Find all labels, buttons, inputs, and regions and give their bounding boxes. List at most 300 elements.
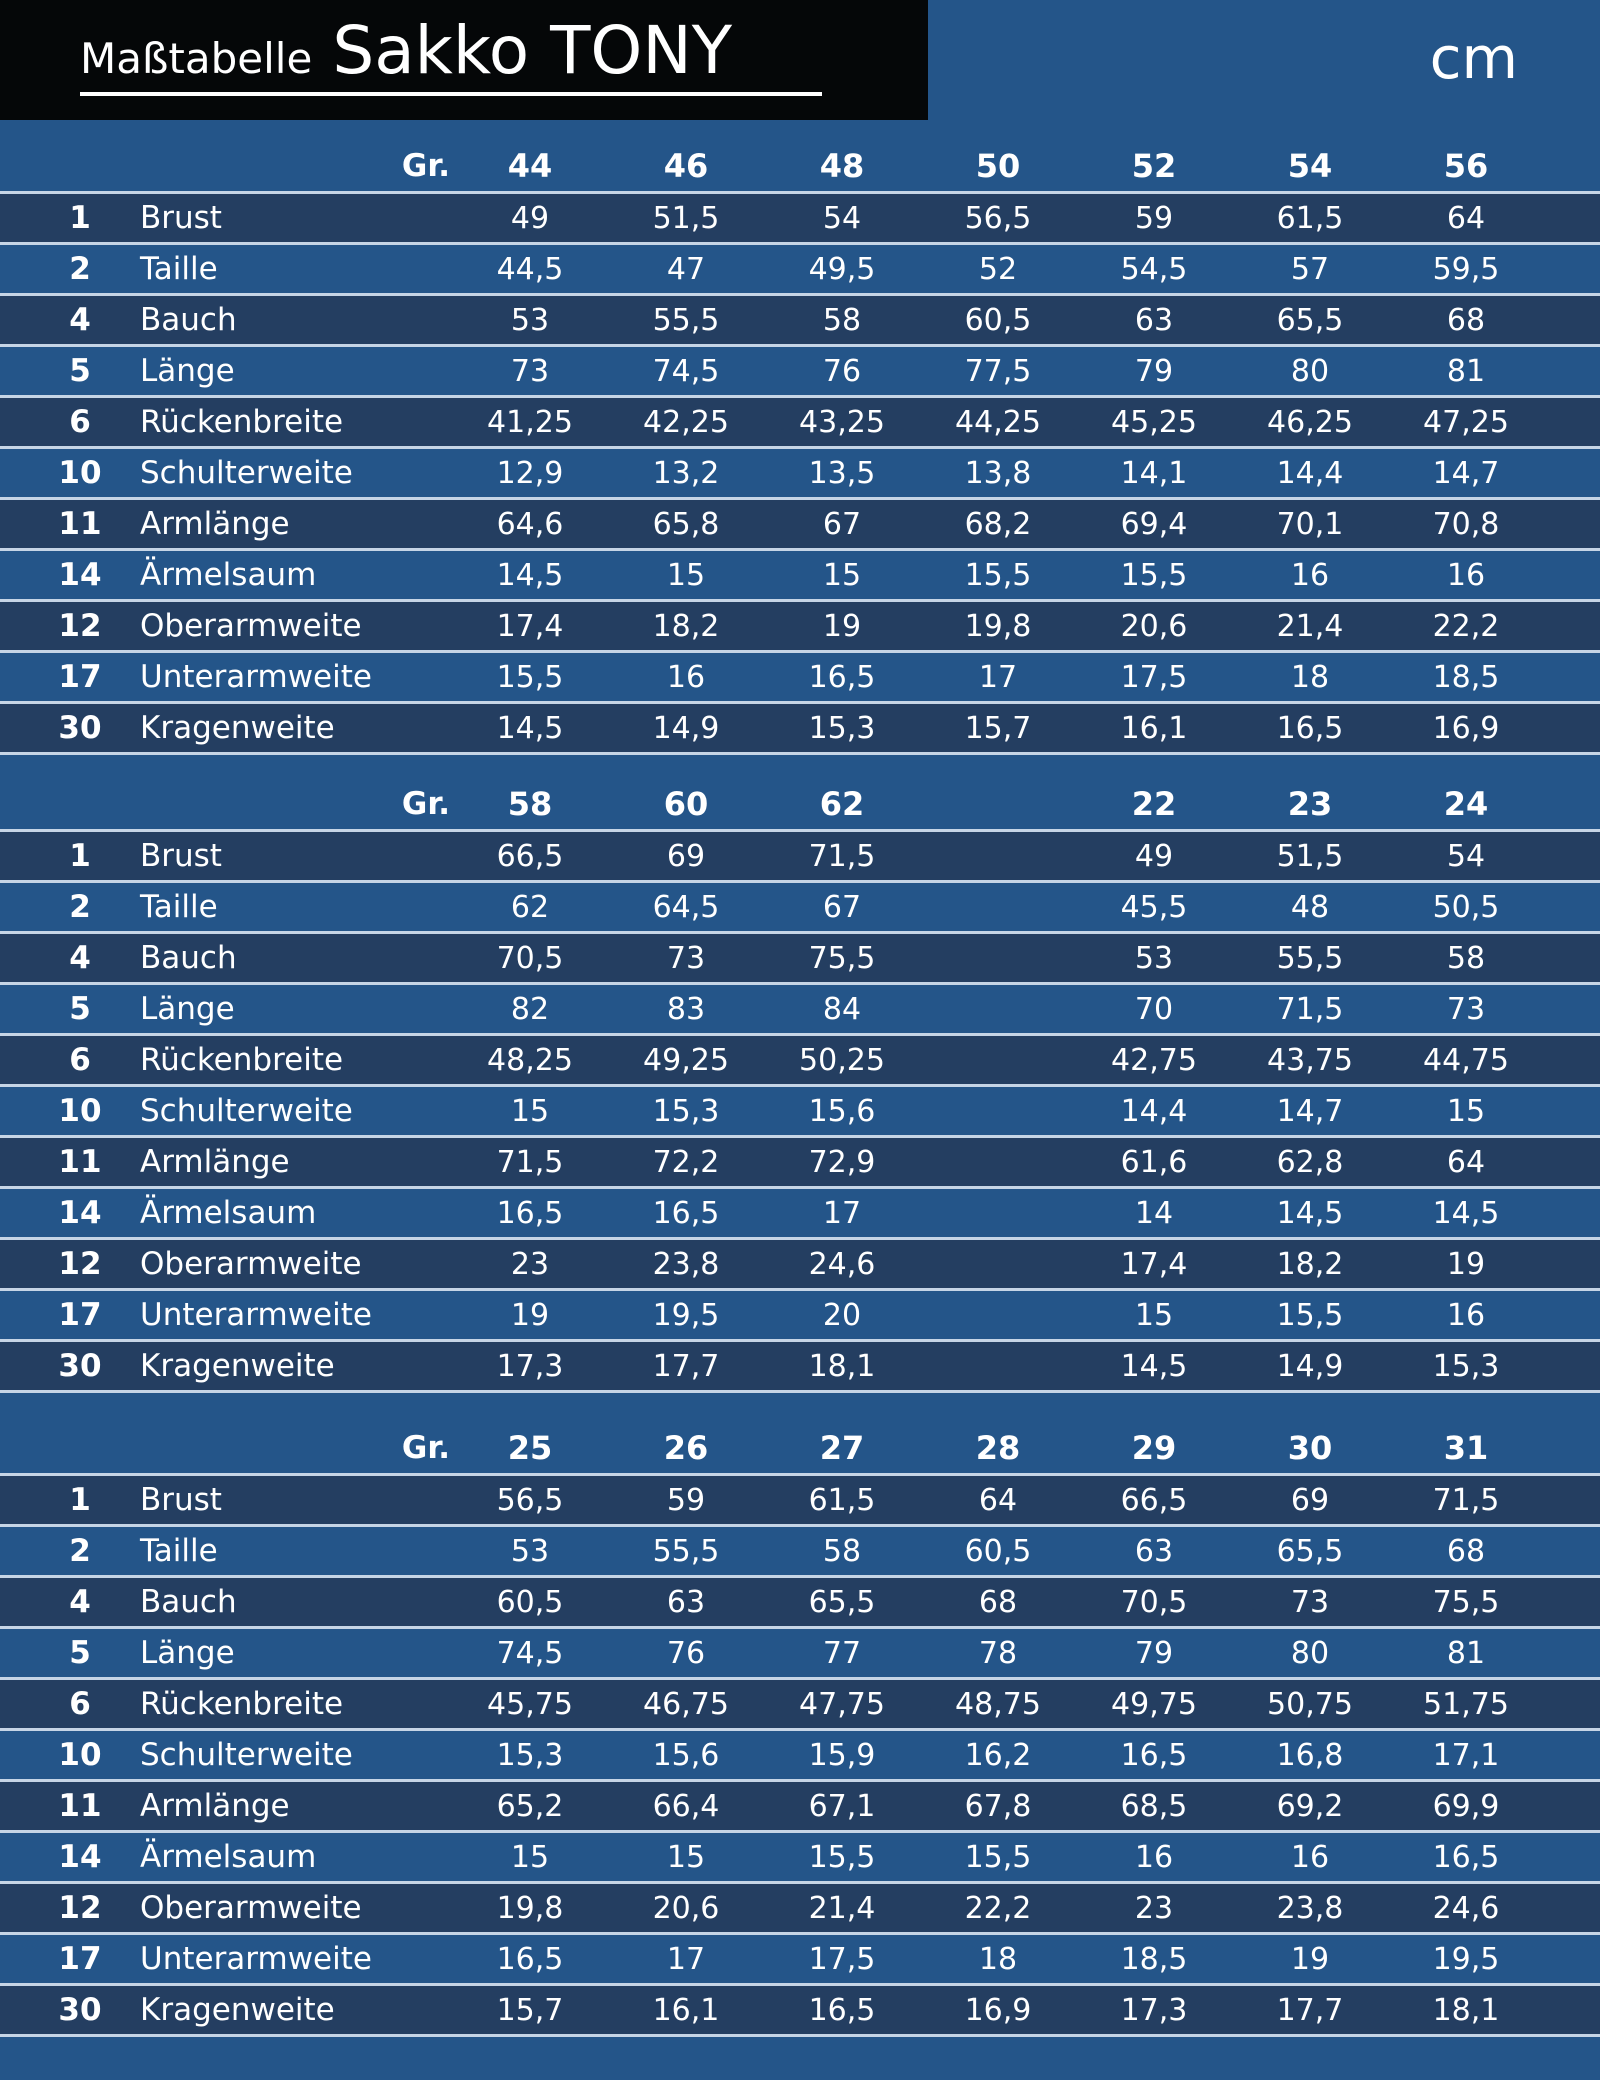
measurement-label: Brust [140,200,222,236]
measurement-number: 1 [69,1482,91,1518]
measurement-number: 4 [69,302,91,338]
measurement-label: Oberarmweite [140,1890,362,1926]
measurement-value: 16 [1290,557,1330,593]
measurement-value: 74,5 [496,1635,564,1671]
measurement-value: 14,9 [1276,1348,1344,1384]
measurement-value: 16 [1134,1839,1174,1875]
measurement-label: Armlänge [140,1788,290,1824]
measurement-value: 65,5 [808,1584,876,1620]
measurement-label: Bauch [140,302,237,338]
measurement-row [0,602,1600,653]
measurement-value: 68,2 [964,506,1032,542]
measurement-value: 71,5 [1432,1482,1500,1518]
measurement-value [920,832,1076,880]
measurement-label: Oberarmweite [140,1246,362,1282]
measurement-value: 46,75 [643,1686,729,1722]
measurement-value: 53 [510,1533,550,1569]
measurement-value: 60,5 [964,1533,1032,1569]
measurement-value: 66,5 [496,838,564,874]
measurement-value [920,1342,1076,1390]
measurement-number: 10 [58,455,102,491]
measurement-number: 11 [58,1788,102,1824]
measurement-row [0,1138,1600,1189]
measurement-value: 62,8 [1276,1144,1344,1180]
measurement-value: 15,6 [808,1093,876,1129]
measurement-value: 74,5 [652,353,720,389]
measurement-value: 14,5 [496,557,564,593]
measurement-label: Schulterweite [140,455,353,491]
measurement-value: 81 [1446,1635,1486,1671]
measurement-value: 12,9 [496,455,564,491]
measurement-value: 58 [1446,940,1486,976]
measurement-value: 17,7 [1276,1992,1344,2028]
measurement-value: 84 [822,991,862,1027]
measurement-value: 16,5 [652,1195,720,1231]
measurement-value: 52 [978,251,1018,287]
measurement-value: 15,5 [964,557,1032,593]
measurement-value [920,1138,1076,1186]
measurement-label: Kragenweite [140,1348,335,1384]
measurement-value: 64 [1446,1144,1486,1180]
measurement-value: 53 [1134,940,1174,976]
measurement-value: 23,8 [652,1246,720,1282]
size-header-cell: 46 [663,146,709,185]
measurement-row [0,347,1600,398]
measurement-value: 24,6 [1432,1890,1500,1926]
measurement-value: 58 [822,302,862,338]
measurement-value: 50,5 [1432,889,1500,925]
measurement-value: 69 [666,838,706,874]
measurement-value: 15 [666,557,706,593]
measurement-value: 78 [978,1635,1018,1671]
measurement-label: Unterarmweite [140,1941,372,1977]
measurement-value: 54,5 [1120,251,1188,287]
measurement-number: 30 [58,1348,102,1384]
measurement-value: 15,9 [808,1737,876,1773]
measurement-value: 76 [822,353,862,389]
measurement-row [0,1578,1600,1629]
measurement-value: 48 [1290,889,1330,925]
measurement-value: 15,5 [964,1839,1032,1875]
measurement-value: 67,1 [808,1788,876,1824]
measurement-number: 5 [69,353,91,389]
measurement-value: 45,75 [487,1686,573,1722]
measurement-row [0,194,1600,245]
size-label: Gr. [401,1429,450,1466]
measurement-value: 62 [510,889,550,925]
measurement-value: 68 [978,1584,1018,1620]
measurement-label: Ärmelsaum [140,1195,317,1231]
measurement-value: 43,25 [799,404,885,440]
measurement-value: 16 [1446,1297,1486,1333]
measurement-row [0,653,1600,704]
measurement-row [0,934,1600,985]
measurement-value: 65,5 [1276,302,1344,338]
measurement-number: 2 [69,1533,91,1569]
measurement-value: 55,5 [1276,940,1344,976]
measurement-number: 12 [58,1246,102,1282]
measurement-value: 16,2 [964,1737,1032,1773]
size-table-block-3 [0,1422,1600,2037]
measurement-value: 73 [666,940,706,976]
measurement-value: 21,4 [808,1890,876,1926]
measurement-value: 14,9 [652,710,720,746]
size-header-cell: 26 [663,1428,709,1467]
measurement-value: 15,3 [652,1093,720,1129]
size-header-row [0,140,1600,194]
measurement-value: 16 [666,659,706,695]
measurement-value: 17,3 [496,1348,564,1384]
measurement-number: 14 [58,1839,102,1875]
measurement-row [0,985,1600,1036]
measurement-value: 16,5 [808,1992,876,2028]
measurement-row [0,1342,1600,1393]
measurement-value: 16 [1446,557,1486,593]
measurement-value: 79 [1134,353,1174,389]
measurement-value: 64,6 [496,506,564,542]
measurement-number: 2 [69,251,91,287]
size-label: Gr. [401,785,450,822]
measurement-value: 18 [978,1941,1018,1977]
measurement-value: 71,5 [1276,991,1344,1027]
measurement-label: Kragenweite [140,1992,335,2028]
measurement-label: Rückenbreite [140,1686,344,1722]
measurement-row [0,500,1600,551]
measurement-number: 2 [69,889,91,925]
measurement-value: 24,6 [808,1246,876,1282]
measurement-value: 14,5 [1120,1348,1188,1384]
measurement-value: 18,1 [808,1348,876,1384]
measurement-label: Unterarmweite [140,1297,372,1333]
measurement-value: 16,5 [496,1941,564,1977]
measurement-row [0,449,1600,500]
size-header-cell: 62 [819,784,865,823]
measurement-value: 59 [1134,200,1174,236]
measurement-number: 14 [58,557,102,593]
measurement-value: 43,75 [1267,1042,1353,1078]
measurement-value: 75,5 [1432,1584,1500,1620]
measurement-number: 1 [69,200,91,236]
size-header-cell: 24 [1443,784,1489,823]
measurement-value: 67,8 [964,1788,1032,1824]
measurement-value: 15 [510,1839,550,1875]
measurement-number: 17 [58,659,102,695]
measurement-value: 49 [1134,838,1174,874]
measurement-value: 16,1 [1120,710,1188,746]
measurement-label: Länge [140,991,235,1027]
measurement-value: 22,2 [1432,608,1500,644]
measurement-row [0,1884,1600,1935]
measurement-value: 16,9 [964,1992,1032,2028]
measurement-value: 56,5 [964,200,1032,236]
measurement-number: 17 [58,1941,102,1977]
measurement-label: Länge [140,353,235,389]
measurement-value: 56,5 [496,1482,564,1518]
measurement-value: 69,2 [1276,1788,1344,1824]
measurement-value: 48,25 [487,1042,573,1078]
measurement-value: 64 [1446,200,1486,236]
measurement-value: 70,8 [1432,506,1500,542]
size-header-cell: 31 [1443,1428,1489,1467]
measurement-value: 67 [822,889,862,925]
measurement-label: Bauch [140,940,237,976]
measurement-value: 65,8 [652,506,720,542]
measurement-number: 5 [69,1635,91,1671]
measurement-value: 15,3 [496,1737,564,1773]
measurement-value: 68,5 [1120,1788,1188,1824]
measurement-value: 17 [978,659,1018,695]
measurement-value: 46,25 [1267,404,1353,440]
measurement-value: 68 [1446,302,1486,338]
measurement-value: 19 [822,608,862,644]
measurement-value: 61,6 [1120,1144,1188,1180]
measurement-value: 70,1 [1276,506,1344,542]
page-title [80,12,732,89]
measurement-value: 20,6 [652,1890,720,1926]
measurement-value: 15,7 [964,710,1032,746]
measurement-number: 12 [58,608,102,644]
size-header-cell: 22 [1131,784,1177,823]
measurement-row [0,832,1600,883]
measurement-value [920,1036,1076,1084]
measurement-value: 19,5 [652,1297,720,1333]
measurement-value: 51,5 [652,200,720,236]
measurement-value: 63 [666,1584,706,1620]
measurement-value: 15,5 [1276,1297,1344,1333]
measurement-value: 47,75 [799,1686,885,1722]
measurement-value: 64,5 [652,889,720,925]
measurement-value: 19 [1446,1246,1486,1282]
measurement-value: 68 [1446,1533,1486,1569]
measurement-number: 10 [58,1737,102,1773]
measurement-value: 70,5 [1120,1584,1188,1620]
measurement-value: 15 [822,557,862,593]
measurement-value: 14,1 [1120,455,1188,491]
measurement-number: 4 [69,940,91,976]
size-header-cell: 44 [507,146,553,185]
size-header-row [0,1422,1600,1476]
measurement-value: 15,5 [808,1839,876,1875]
measurement-value: 15,5 [1120,557,1188,593]
measurement-value: 49,5 [808,251,876,287]
measurement-value: 49 [510,200,550,236]
measurement-value: 45,5 [1120,889,1188,925]
measurement-value: 16,5 [808,659,876,695]
measurement-value: 71,5 [808,838,876,874]
measurement-value: 79 [1134,1635,1174,1671]
measurement-number: 11 [58,1144,102,1180]
measurement-row [0,398,1600,449]
measurement-value: 67 [822,506,862,542]
measurement-label: Taille [140,889,218,925]
measurement-value: 23 [1134,1890,1174,1926]
measurement-label: Oberarmweite [140,608,362,644]
measurement-number: 4 [69,1584,91,1620]
measurement-value: 22,2 [964,1890,1032,1926]
measurement-row [0,1240,1600,1291]
measurement-row [0,1731,1600,1782]
measurement-value: 15 [666,1839,706,1875]
measurement-value: 15 [1446,1093,1486,1129]
measurement-value: 17 [822,1195,862,1231]
measurement-number: 6 [69,1042,91,1078]
measurement-value: 23,8 [1276,1890,1344,1926]
size-label: Gr. [401,147,450,184]
measurement-value: 50,25 [799,1042,885,1078]
measurement-value: 49,25 [643,1042,729,1078]
measurement-row [0,1527,1600,1578]
size-header-cell: 28 [975,1428,1021,1467]
measurement-value: 19 [1290,1941,1330,1977]
measurement-row [0,1476,1600,1527]
measurement-label: Taille [140,1533,218,1569]
measurement-value: 48,75 [955,1686,1041,1722]
measurement-value: 63 [1134,1533,1174,1569]
measurement-value: 73 [1446,991,1486,1027]
size-header-cell: 60 [663,784,709,823]
measurement-row [0,1291,1600,1342]
measurement-label: Brust [140,838,222,874]
measurement-label: Armlänge [140,1144,290,1180]
measurement-label: Unterarmweite [140,659,372,695]
measurement-value: 15,6 [652,1737,720,1773]
measurement-value: 69,9 [1432,1788,1500,1824]
measurement-row [0,1833,1600,1884]
measurement-value: 60,5 [496,1584,564,1620]
measurement-value: 77 [822,1635,862,1671]
size-header-cell: 48 [819,146,865,185]
measurement-row [0,1036,1600,1087]
measurement-value: 73 [1290,1584,1330,1620]
measurement-value: 13,8 [964,455,1032,491]
measurement-row [0,1782,1600,1833]
size-header-cell: 25 [507,1428,553,1467]
measurement-value: 14,4 [1276,455,1344,491]
size-header-cell: 27 [819,1428,865,1467]
measurement-row [0,1935,1600,1986]
measurement-value: 75,5 [808,940,876,976]
measurement-value: 18,2 [652,608,720,644]
measurement-value: 64 [978,1482,1018,1518]
measurement-value: 16,5 [496,1195,564,1231]
measurement-value: 19 [510,1297,550,1333]
measurement-label: Armlänge [140,506,290,542]
measurement-value: 61,5 [1276,200,1344,236]
measurement-value: 65,2 [496,1788,564,1824]
measurement-value: 17,3 [1120,1992,1188,2028]
measurement-number: 12 [58,1890,102,1926]
measurement-value: 70,5 [496,940,564,976]
measurement-value: 17,7 [652,1348,720,1384]
measurement-value: 16,5 [1120,1737,1188,1773]
measurement-number: 6 [69,1686,91,1722]
size-header-cell: 56 [1443,146,1489,185]
measurement-value: 65,5 [1276,1533,1344,1569]
measurement-value: 44,5 [496,251,564,287]
size-header-cell: 23 [1287,784,1333,823]
measurement-label: Ärmelsaum [140,1839,317,1875]
measurement-value: 59 [666,1482,706,1518]
measurement-value: 14,5 [496,710,564,746]
measurement-value: 77,5 [964,353,1032,389]
measurement-row [0,296,1600,347]
measurement-row [0,551,1600,602]
size-table-block-2 [0,778,1600,1393]
measurement-value: 55,5 [652,1533,720,1569]
measurement-value: 70 [1134,991,1174,1027]
measurement-value: 13,2 [652,455,720,491]
measurement-value: 72,9 [808,1144,876,1180]
measurement-row [0,704,1600,755]
measurement-value: 81 [1446,353,1486,389]
measurement-label: Rückenbreite [140,1042,344,1078]
measurement-value [920,1189,1076,1237]
size-header-cell: 58 [507,784,553,823]
measurement-value: 16,5 [1276,710,1344,746]
size-header-row [0,778,1600,832]
title-prefix: Maßtabelle [80,34,313,83]
measurement-value: 57 [1290,251,1330,287]
measurement-label: Ärmelsaum [140,557,317,593]
measurement-value: 20,6 [1120,608,1188,644]
measurement-value: 47,25 [1423,404,1509,440]
measurement-label: Rückenbreite [140,404,344,440]
size-header-cell: 29 [1131,1428,1177,1467]
measurement-value: 19,5 [1432,1941,1500,1977]
measurement-row [0,1680,1600,1731]
measurement-value: 15 [1134,1297,1174,1333]
measurement-row [0,1629,1600,1680]
measurement-value: 14,4 [1120,1093,1188,1129]
measurement-value: 18 [1290,659,1330,695]
measurement-label: Schulterweite [140,1737,353,1773]
measurement-value [920,985,1076,1033]
measurement-value: 15,5 [496,659,564,695]
unit-label: cm [1429,24,1518,92]
measurement-number: 14 [58,1195,102,1231]
measurement-label: Schulterweite [140,1093,353,1129]
measurement-value [920,1291,1076,1339]
size-header-cell: 30 [1287,1428,1333,1467]
measurement-value [920,1087,1076,1135]
measurement-value: 14,5 [1432,1195,1500,1231]
measurement-value [920,934,1076,982]
measurement-value: 18,5 [1120,1941,1188,1977]
measurement-value: 54 [822,200,862,236]
measurement-value: 69,4 [1120,506,1188,542]
measurement-value: 66,4 [652,1788,720,1824]
measurement-value: 14 [1134,1195,1174,1231]
measurement-value: 76 [666,1635,706,1671]
measurement-value: 16,1 [652,1992,720,2028]
measurement-number: 5 [69,991,91,1027]
measurement-value: 72,2 [652,1144,720,1180]
title-banner [0,0,928,120]
measurement-value: 17,4 [1120,1246,1188,1282]
measurement-value: 63 [1134,302,1174,338]
measurement-value: 16,8 [1276,1737,1344,1773]
measurement-value: 21,4 [1276,608,1344,644]
measurement-value: 18,2 [1276,1246,1344,1282]
measurement-number: 17 [58,1297,102,1333]
measurement-label: Länge [140,1635,235,1671]
measurement-value: 80 [1290,353,1330,389]
measurement-value: 16,5 [1432,1839,1500,1875]
measurement-number: 30 [58,1992,102,2028]
measurement-value: 17,5 [1120,659,1188,695]
measurement-value: 51,75 [1423,1686,1509,1722]
measurement-row [0,1189,1600,1240]
